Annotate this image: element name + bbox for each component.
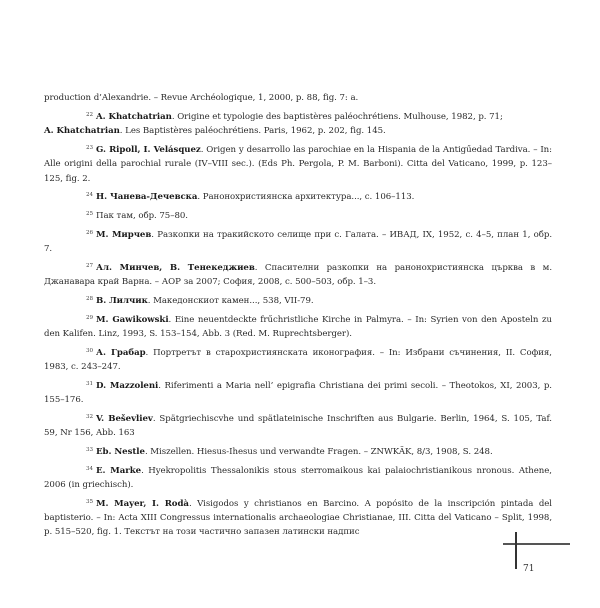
page-number: 71 [523,564,535,574]
footnote-text: . Спасителни разкопки на ранонохристиянска църква в м. Джанавара край Варна. – АОР за 2007; София, 2008, с. 500–503, обр. 1–3. [44,263,552,288]
footnote-text: . Miszellen. Hiesus-Ihesus und verwandte Fragen. – ZNWKÄK, 8/3, 1908, S. 248. [144,446,493,457]
footnote-34 [44,462,552,492]
footnote-text: . Riferimenti a Maria nell’ epigrafia Christiana dei primi secoli. – Theotokos, XI, 2003, p. 155–176. [44,380,552,405]
page-mark-vertical-rule [515,532,517,569]
footnote-text: . Разкопки на тракийското селище при с. Галата. – ИВАД, IX, 1952, с. 4–5, план 1, обр. 7. [44,230,553,255]
footnote-number: 24 [86,192,94,199]
footnote-number: 22 [86,112,94,119]
footnote-26 [44,226,552,256]
footnote-29 [44,311,552,341]
footnote-number: 25 [86,211,94,218]
footnote-24 [44,188,552,204]
footnote-text: . Spätgriechiscvhe und spätlateinische Inschriften aus Bulgarie. Berlin, 1964, S. 105, Taf. 59, Nr 156, Abb. 163 [44,413,552,438]
footnote-text: . Македонскиот камен..., 538, VII-79. [147,296,314,306]
footnote-continuation: production d’Alexandrie. – Revue Archéologique, 1, 2000, p. 88, fig. 7: a. [44,93,359,103]
footnote-number: 29 [86,314,94,321]
footnote-number: 34 [86,465,94,472]
footnote-number: 32 [86,413,94,420]
footnote-text: . Visigodos y christianos en Barcino. A popósito de la inscripción pintada del baptisterio. – In: Acta XIII Congressus internationalis archaeologiae Christianae, III. Citta del Vaticano – Split, 1998, p. 515–520, fig. 1. Текстът на този частично запазен латински надпис [44,498,553,537]
footnote-number: 23 [86,145,94,152]
footnote-author: D. Mazzoleni [96,380,159,391]
footnote-text: . Портретът в старохристиянската иконография. – In: Избрани съчинения, II. София, 1983, с. 243–247. [44,347,552,372]
footnote-author: A. Khatchatrian [44,126,120,137]
footnote-number: 35 [86,498,94,505]
footnote-32 [44,410,552,440]
footnote-author: M. Mayer, I. Rodà [96,498,189,509]
footnote-author: Н. Чанева-Дечевска [96,192,198,203]
footnote-text: Пак там, обр. 75–80. [96,211,188,222]
footnote-number: 26 [86,230,94,236]
footnote-number: 30 [86,347,94,354]
footnote-number: 31 [86,380,94,387]
footnote-35 [44,495,552,540]
footnote-25 [44,207,552,223]
footnote-27 [44,259,552,289]
footnote-text: . Origen y desarrollo las parochiae en la Hispania de la Antigűedad Tardiva. – In: Alle origini della parochial rurale (IV–VIII sec.). (Eds Ph. Pergola, P. M. Barboni). Citta del Vaticano, 1999, p. 123–125, fig. 2. [44,145,552,184]
footnote-text: . Eine neuentdeckte frűchristliche Kirche in Palmyra. – In: Syrien von den Aposteln zu den Kalifen. Linz, 1993, S. 153–154, Abb. 3 (Red. M. Ruprechtsberger). [44,314,552,339]
footnote-author: V. Beševliev [96,413,153,424]
page-mark-horizontal-rule [503,543,570,545]
footnote-text: . Hyekropolitis Thessalonikis stous sterromaikous kai palaiochristianikous nronous. Athene, 2006 (in griechisch). [44,465,552,490]
footnote-number: 33 [86,446,94,453]
footnote-33 [44,443,552,459]
footnote-text: . Ранонохристиянска архитектура..., с. 106–113. [197,192,415,203]
footnote-number: 27 [86,263,94,269]
footnote-30 [44,344,552,374]
footnote-22 [44,108,552,138]
footnote-author: Eb. Nestle [96,446,145,457]
footnote-author: M. Gawikowski [96,314,169,325]
footnote-author: А. Грабар [96,347,146,358]
footnote-author: М. Мирчев [96,230,152,240]
footnote-author: В. Лилчик [96,296,148,306]
footnote-23 [44,141,552,186]
footnote-author: E. Marke [96,465,142,476]
footnote-31 [44,377,552,407]
footnote-text: . Origine et typologie des baptistères paléochrétiens. Mulhouse, 1982, p. 71; [171,112,503,123]
footnote-number: 28 [86,296,94,302]
footnote-author: G. Ripoll, I. Velásquez [96,145,201,156]
footnote-text: . Les Baptistères paléochrétiens. Paris, 1962, p. 202, fig. 145. [119,126,386,137]
footnote-author: A. Khatchatrian [96,112,172,123]
footnote-28 [44,292,552,308]
footnotes [44,91,552,542]
footnote-author: Ал. Минчев, В. Тенекеджиев [96,263,255,273]
